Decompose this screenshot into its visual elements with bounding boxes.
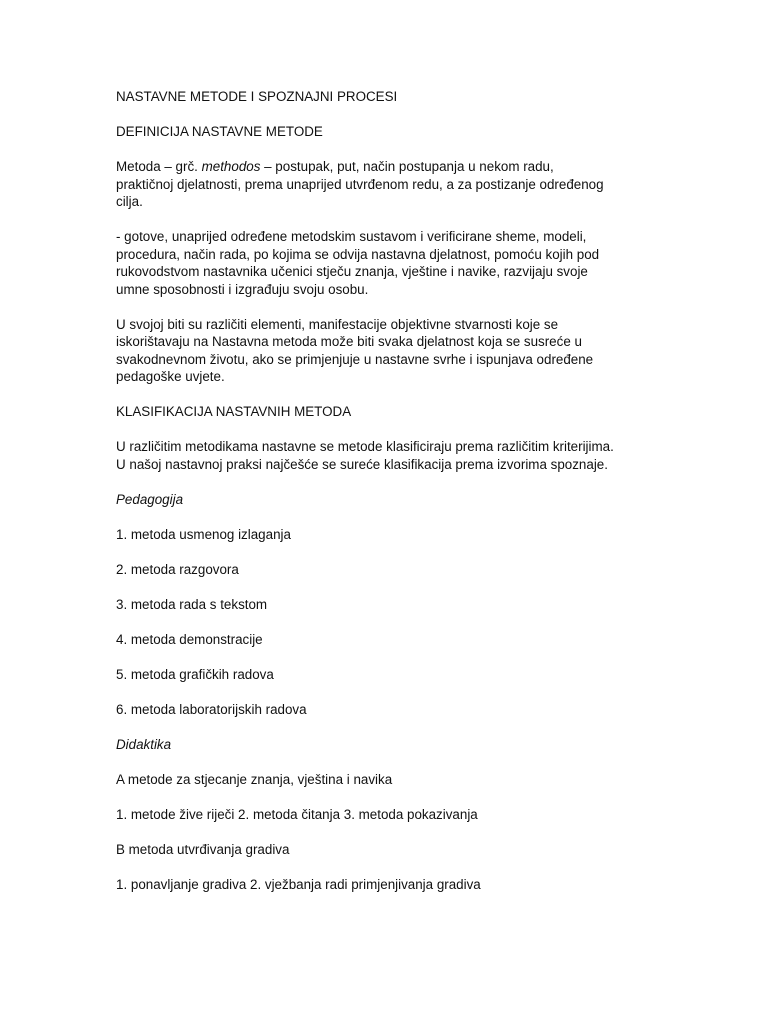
group-a-title: A metode za stjecanje znanja, vještina i navika [116,771,393,787]
group-b-items: 1. ponavljanje gradiva 2. vježbanja radi primjenjivanja gradiva [116,876,481,892]
document-title: NASTAVNE METODE I SPOZNAJNI PROCESI [116,89,398,104]
paragraph-4-line: U našoj nastavnoj praksi najčešće se sureće klasifikacija prema izvorima spoznaje. [116,456,608,472]
list-item: 6. metoda laboratorijskih radova [116,701,307,717]
list-item: 4. metoda demonstracije [116,631,263,647]
paragraph-4-line: U različitim metodikama nastavne se metode klasificiraju prema različitim kriterijima. [116,439,614,454]
paragraph-3 [116,316,656,386]
definition-suffix: – postupak, put, način postupanja u nekom radu, [260,159,554,174]
group-a-items: 1. metode žive riječi 2. metoda čitanja 3. metoda pokazivanja [116,806,478,822]
paragraph-3-line: pedagoške uvjete. [116,369,225,384]
definition-line-2: praktičnoj djelatnosti, prema unaprijed utvrđenom redu, a za postizanje određenog [116,176,604,192]
list-item: 3. metoda rada s tekstom [116,596,268,612]
definition-term: methodos [201,159,261,174]
paragraph-2-line: umne sposobnosti i izgrađuju svoju osobu. [116,281,369,297]
list-item: 2. metoda razgovora [116,561,239,577]
paragraph-3-line: iskorištavaju na Nastavna metoda može biti svaka djelatnost koja se susreće u [116,334,582,349]
heading-classification: KLASIFIKACIJA NASTAVNIH METODA [116,404,352,419]
paragraph-3-line: svakodnevnom životu, ako se primjenjuje u nastavne svrhe i ispunjava određene [116,351,594,367]
didaktika-label: Didaktika [116,736,172,752]
list-item: 5. metoda grafičkih radova [116,666,274,682]
list-item: 1. metoda usmenog izlaganja [116,526,291,542]
paragraph-4 [116,438,656,473]
group-b-title: B metoda utvrđivanja gradiva [116,841,290,857]
paragraph-2-line: procedura, način rada, po kojima se odvija nastavna djelatnost, pomoću kojih pod [116,246,600,262]
paragraph-2 [116,228,656,298]
paragraph-3-line: U svojoj biti su različiti elementi, manifestacije objektivne stvarnosti koje se [116,316,559,332]
paragraph-2-line: - gotove, unaprijed određene metodskim sustavom i verificirane sheme, modeli, [116,229,587,244]
heading-definition: DEFINICIJA NASTAVNE METODE [116,124,323,139]
definition-paragraph [116,158,656,211]
definition-prefix: Metoda – grč. [116,159,202,174]
definition-line-3: cilja. [116,194,143,209]
paragraph-2-line: rukovodstvom nastavnika učenici stječu znanja, vještine i navike, razvijaju svoje [116,264,588,279]
definition-line-1 [116,158,656,176]
document-body [116,88,656,911]
pedagogija-label: Pedagogija [116,491,184,507]
